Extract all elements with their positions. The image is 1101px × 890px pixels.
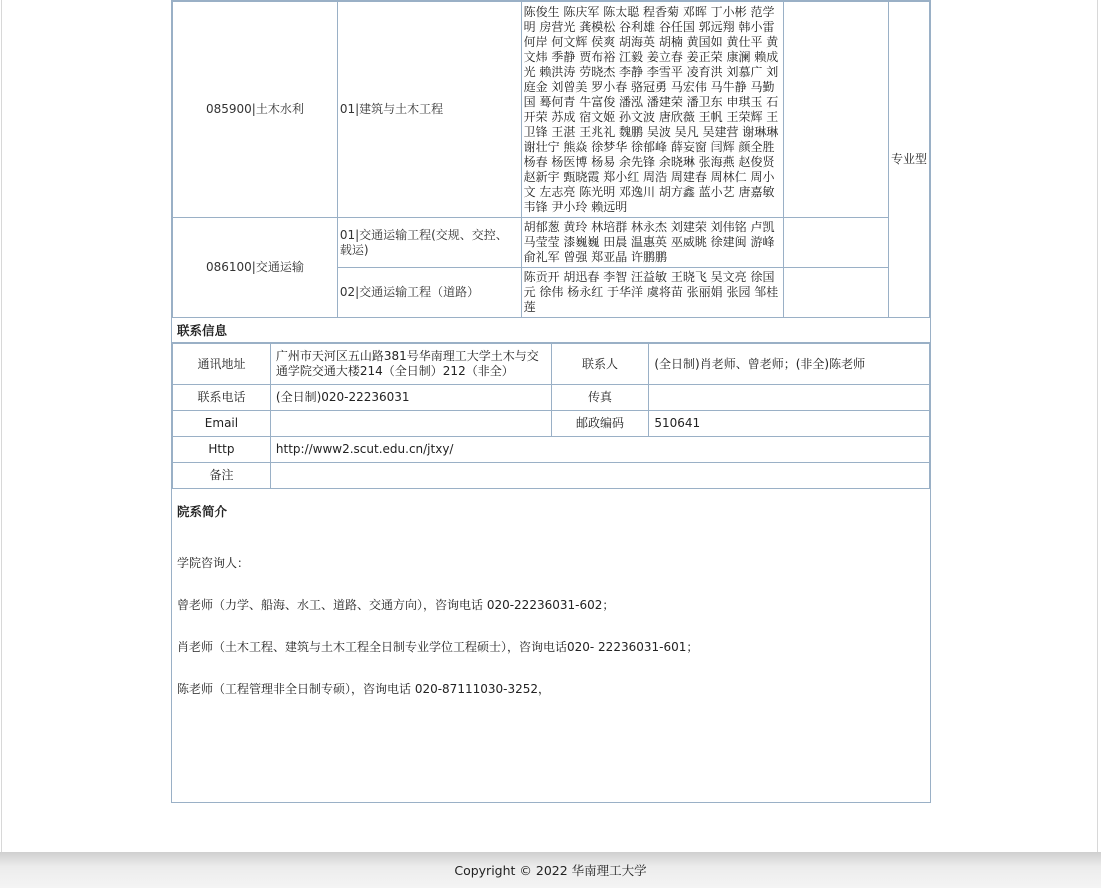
supervisor-list: 陈俊生 陈庆军 陈太聪 程香菊 邓晖 丁小彬 范学明 房营光 龚模松 谷利雄 谷任国 郭远翔 韩小雷 何岸 何文辉 侯爽 胡海英 胡楠 黄国如 黄仕平 黄文炜 季静 贾布裕 江毅 姜立春 姜正荣 康澜 赖成光 赖洪涛 劳晓杰 李静 李雪平 凌育洪 刘慕广 刘庭金 刘曾美 罗小春 骆冠勇 马宏伟 马牛静 马勤国 蓦何青 牛富俊 潘泓 潘建荣 潘卫东 申琪玉 石开荣 苏成 宿文姬 孙文波 唐欣薇 王帆 王荣辉 王卫锋 王湛 王兆礼 魏鹏 吴波 吴凡 吴建营 谢琳琳 谢壮宁 熊焱 徐梦华 徐郁峰 薛妄窗 闫辉 颜全胜 杨春 杨医博 杨易 余先锋 余晓琳 张海燕 赵俊贤 赵新宇 甄晓霞 郑小红 周浩 周建春 周林仁 周小文 左志亮 陈光明 邓逸川 胡方鑫 蓝小艺 唐嘉敏 韦锋 尹小玲 赖远明 [521, 2, 784, 218]
program-detail-panel [171, 0, 931, 803]
http-label: Http [173, 437, 271, 463]
empty-cell [784, 268, 889, 318]
contact-person-value: (全日制)肖老师、曾老师；(非全)陈老师 [649, 344, 930, 385]
supervisor-list: 胡郁葱 黄玲 林培群 林永杰 刘建荣 刘伟铭 卢凯 马莹莹 漆巍巍 田晨 温惠英 巫威眺 徐建闽 游峰 俞礼军 曾强 郑亚晶 许鹏鹏 [521, 218, 784, 268]
fax-label: 传真 [551, 385, 649, 411]
remark-value [270, 463, 929, 489]
table-row [173, 411, 930, 437]
contact-person-label: 联系人 [551, 344, 649, 385]
copyright-text: Copyright © 2022 华南理工大学 [454, 863, 647, 878]
postcode-label: 邮政编码 [551, 411, 649, 437]
table-row [173, 344, 930, 385]
table-row [173, 385, 930, 411]
fax-value [649, 385, 930, 411]
program-code: 086100|交通运输 [173, 218, 338, 318]
table-row [173, 218, 930, 268]
program-table [172, 1, 930, 318]
degree-type: 专业型 [889, 2, 930, 318]
research-direction: 01|建筑与土木工程 [337, 2, 521, 218]
address-label: 通讯地址 [173, 344, 271, 385]
research-direction: 02|交通运输工程（道路） [337, 268, 521, 318]
email-value [270, 411, 551, 437]
contact-heading: 联系信息 [172, 318, 930, 343]
http-link[interactable]: http://www2.scut.edu.cn/jtxy/ [270, 437, 929, 463]
table-row [173, 2, 930, 218]
phone-value: (全日制)020-22236031 [270, 385, 551, 411]
intro-line: 肖老师（土木工程、建筑与土木工程全日制专业学位工程硕士），咨询电话020- 22236031-601； [177, 640, 699, 654]
intro-line: 曾老师（力学、船海、水工、道路、交通方向），咨询电话 020-22236031-602； [177, 598, 615, 612]
intro-line: 学院咨询人： [177, 556, 250, 570]
table-row [173, 437, 930, 463]
intro-heading: 院系简介 [177, 504, 228, 519]
department-intro [172, 488, 930, 804]
research-direction: 01|交通运输工程(交规、交控、载运) [337, 218, 521, 268]
email-label: Email [173, 411, 271, 437]
remark-label: 备注 [173, 463, 271, 489]
phone-label: 联系电话 [173, 385, 271, 411]
postcode-value: 510641 [649, 411, 930, 437]
contact-table [172, 343, 930, 489]
address-value: 广州市天河区五山路381号华南理工大学土木与交通学院交通大楼214（全日制）212（非全） [270, 344, 551, 385]
empty-cell [784, 2, 889, 218]
intro-line: 陈老师（工程管理非全日制专硕），咨询电话 020-87111030-3252， [177, 682, 550, 696]
footer [0, 852, 1101, 888]
supervisor-list: 陈贡开 胡迅春 李智 汪益敏 王晓飞 吴文亮 徐国元 徐伟 杨永红 于华洋 虞将苗 张丽娟 张园 邹桂莲 [521, 268, 784, 318]
program-code: 085900|土木水利 [173, 2, 338, 218]
empty-cell [784, 218, 889, 268]
table-row [173, 463, 930, 489]
